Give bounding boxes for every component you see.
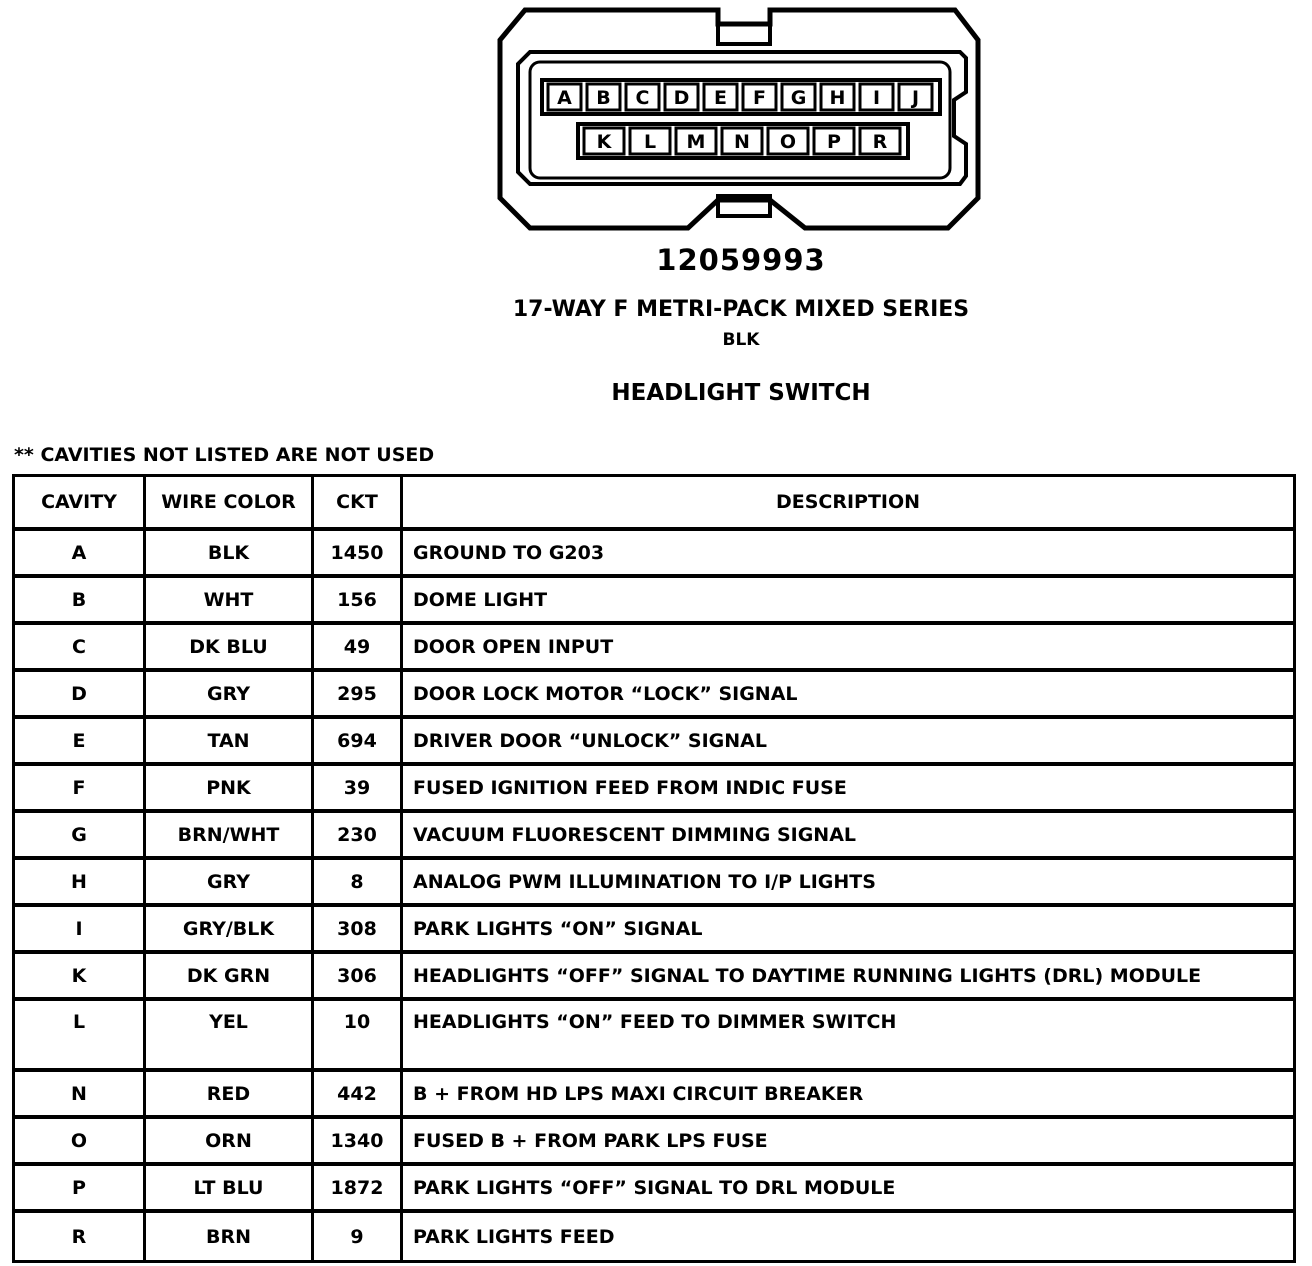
cell-description: HEADLIGHTS “OFF” SIGNAL TO DAYTIME RUNNING LIGHTS (DRL) MODULE xyxy=(403,954,1293,1001)
cell-description: DOME LIGHT xyxy=(403,578,1293,625)
table-row xyxy=(15,672,1293,719)
pin-label-m: M xyxy=(686,131,706,153)
cell-wire-color: PNK xyxy=(146,766,314,813)
cell-wire-color: DK GRN xyxy=(146,954,314,1001)
table-row xyxy=(15,860,1293,907)
cell-ckt: 10 xyxy=(314,1001,403,1072)
cell-ckt: 49 xyxy=(314,625,403,672)
pin-label-a: A xyxy=(557,87,572,109)
cell-ckt: 39 xyxy=(314,766,403,813)
pin-label-n: N xyxy=(734,131,750,153)
cell-description: DRIVER DOOR “UNLOCK” SIGNAL xyxy=(403,719,1293,766)
pin-label-p: P xyxy=(827,131,841,153)
table-row xyxy=(15,1119,1293,1166)
cell-wire-color: DK BLU xyxy=(146,625,314,672)
pin-label-o: O xyxy=(779,131,797,153)
table-row xyxy=(15,719,1293,766)
cell-wire-color: GRY xyxy=(146,672,314,719)
cavity-table xyxy=(12,474,1296,1263)
connector-diagram xyxy=(0,0,1312,240)
cell-cavity: K xyxy=(15,954,146,1001)
cell-ckt: 1872 xyxy=(314,1166,403,1213)
table-row xyxy=(15,531,1293,578)
cell-description: HEADLIGHTS “ON” FEED TO DIMMER SWITCH xyxy=(403,1001,1293,1072)
cell-cavity: F xyxy=(15,766,146,813)
cell-cavity: P xyxy=(15,1166,146,1213)
cell-description: DOOR LOCK MOTOR “LOCK” SIGNAL xyxy=(403,672,1293,719)
cell-cavity: B xyxy=(15,578,146,625)
pin-label-g: G xyxy=(790,87,807,109)
cell-wire-color: RED xyxy=(146,1072,314,1119)
cell-cavity: H xyxy=(15,860,146,907)
cell-description: VACUUM FLUORESCENT DIMMING SIGNAL xyxy=(403,813,1293,860)
table-row xyxy=(15,625,1293,672)
pin-label-l: L xyxy=(643,131,657,153)
col-header-cavity: CAVITY xyxy=(15,477,146,531)
pin-label-k: K xyxy=(596,131,612,153)
table-row xyxy=(15,1072,1293,1119)
connector-name: HEADLIGHT SWITCH xyxy=(611,380,871,406)
cell-wire-color: GRY xyxy=(146,860,314,907)
cell-wire-color: BRN xyxy=(146,1213,314,1260)
cell-wire-color: LT BLU xyxy=(146,1166,314,1213)
pin-label-e: E xyxy=(714,87,727,109)
cell-wire-color: WHT xyxy=(146,578,314,625)
cell-description: DOOR OPEN INPUT xyxy=(403,625,1293,672)
cell-cavity: L xyxy=(15,1001,146,1072)
cell-wire-color: BRN/WHT xyxy=(146,813,314,860)
cell-cavity: R xyxy=(15,1213,146,1260)
cell-ckt: 156 xyxy=(314,578,403,625)
cell-ckt: 1340 xyxy=(314,1119,403,1166)
table-row xyxy=(15,1213,1293,1260)
cell-description: FUSED B + FROM PARK LPS FUSE xyxy=(403,1119,1293,1166)
pin-label-f: F xyxy=(753,87,766,109)
table-row xyxy=(15,578,1293,625)
col-header-wire-color: WIRE COLOR xyxy=(146,477,314,531)
cell-ckt: 230 xyxy=(314,813,403,860)
table-header-row xyxy=(15,477,1293,531)
pin-label-h: H xyxy=(829,87,846,109)
cell-wire-color: BLK xyxy=(146,531,314,578)
cell-cavity: E xyxy=(15,719,146,766)
cell-cavity: I xyxy=(15,907,146,954)
cell-description: PARK LIGHTS “ON” SIGNAL xyxy=(403,907,1293,954)
col-header-description: DESCRIPTION xyxy=(403,477,1293,531)
table-row xyxy=(15,1001,1293,1072)
cell-wire-color: YEL xyxy=(146,1001,314,1072)
cell-description: FUSED IGNITION FEED FROM INDIC FUSE xyxy=(403,766,1293,813)
connector-color: BLK xyxy=(722,330,760,350)
pin-label-c: C xyxy=(635,87,650,109)
cell-description: PARK LIGHTS “OFF” SIGNAL TO DRL MODULE xyxy=(403,1166,1293,1213)
cell-cavity: D xyxy=(15,672,146,719)
cell-wire-color: GRY/BLK xyxy=(146,907,314,954)
cell-description: PARK LIGHTS FEED xyxy=(413,1225,615,1248)
cell-ckt: 295 xyxy=(314,672,403,719)
table-row xyxy=(15,813,1293,860)
pin-label-j: J xyxy=(911,87,920,109)
pin-label-d: D xyxy=(673,87,690,109)
cell-ckt: 442 xyxy=(314,1072,403,1119)
cell-ckt: 308 xyxy=(314,907,403,954)
cell-description: GROUND TO G203 xyxy=(403,531,1293,578)
cell-cavity: A xyxy=(15,531,146,578)
col-header-ckt: CKT xyxy=(314,477,403,531)
cell-cavity: O xyxy=(15,1119,146,1166)
cell-cavity: N xyxy=(15,1072,146,1119)
connector-description: 17-WAY F METRI-PACK MIXED SERIES xyxy=(512,297,970,322)
cell-ckt: 1450 xyxy=(314,531,403,578)
unused-cavities-note: ** CAVITIES NOT LISTED ARE NOT USED xyxy=(14,444,435,466)
cell-ckt: 306 xyxy=(314,954,403,1001)
pin-label-b: B xyxy=(596,87,611,109)
cell-wire-color: ORN xyxy=(146,1119,314,1166)
cell-ckt: 9 xyxy=(314,1213,403,1260)
part-number: 12059993 xyxy=(656,243,826,277)
cell-ckt: 8 xyxy=(314,860,403,907)
cell-ckt: 694 xyxy=(314,719,403,766)
cell-description: ANALOG PWM ILLUMINATION TO I/P LIGHTS xyxy=(403,860,1293,907)
cell-wire-color: TAN xyxy=(146,719,314,766)
connector-lock-tab-top xyxy=(718,24,770,44)
connector-housing-inner xyxy=(518,52,966,184)
pin-label-i: I xyxy=(872,87,881,109)
cell-cavity: C xyxy=(15,625,146,672)
table-row xyxy=(15,907,1293,954)
table-row xyxy=(15,954,1293,1001)
cell-description: B + FROM HD LPS MAXI CIRCUIT BREAKER xyxy=(403,1072,1293,1119)
pin-label-r: R xyxy=(872,131,888,153)
cell-cavity: G xyxy=(15,813,146,860)
table-row xyxy=(15,1166,1293,1213)
table-row xyxy=(15,766,1293,813)
